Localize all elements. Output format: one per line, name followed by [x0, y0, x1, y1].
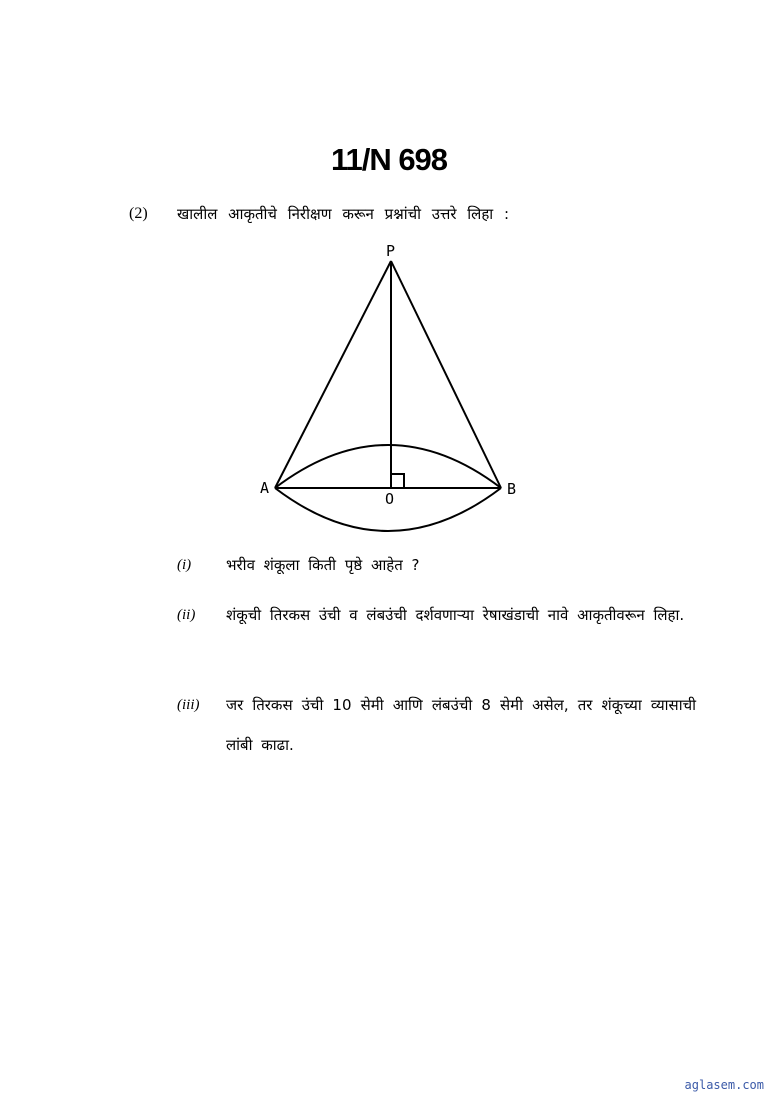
- right-angle-mark: [391, 474, 404, 488]
- slant-line-pb: [391, 261, 501, 488]
- label-b: B: [507, 480, 517, 498]
- subquestion-number-3: (iii): [177, 697, 200, 713]
- label-a: A: [260, 479, 270, 497]
- subquestion-text-2: शंकूची तिरकस उंची व लंबउंची दर्शवणाऱ्या रेषाखंडाची नावे आकृतीवरून लिहा.: [226, 606, 685, 624]
- page-code: 11/N 698: [330, 142, 448, 177]
- cone-figure: [250, 238, 530, 538]
- subquestion-number-1: (i): [177, 557, 192, 573]
- base-upper-arc: [275, 445, 501, 488]
- label-o: O: [385, 490, 395, 508]
- watermark: aglasem.com: [684, 1078, 764, 1092]
- question-text: खालील आकृतीचे निरीक्षण करून प्रश्नांची उत्तरे लिहा :: [177, 205, 510, 223]
- slant-line-pa: [275, 261, 391, 488]
- subquestion-number-2: (ii): [177, 607, 196, 623]
- question-number: (2): [129, 205, 148, 222]
- subquestion-text-1: भरीव शंकूला किती पृष्ठे आहेत ?: [226, 556, 420, 574]
- subquestion-text-3: जर तिरकस उंची 10 सेमी आणि लंबउंची 8 सेमी असेल, तर शंकूच्या व्यासाची लांबी काढा.: [226, 696, 696, 754]
- label-p: P: [386, 242, 396, 260]
